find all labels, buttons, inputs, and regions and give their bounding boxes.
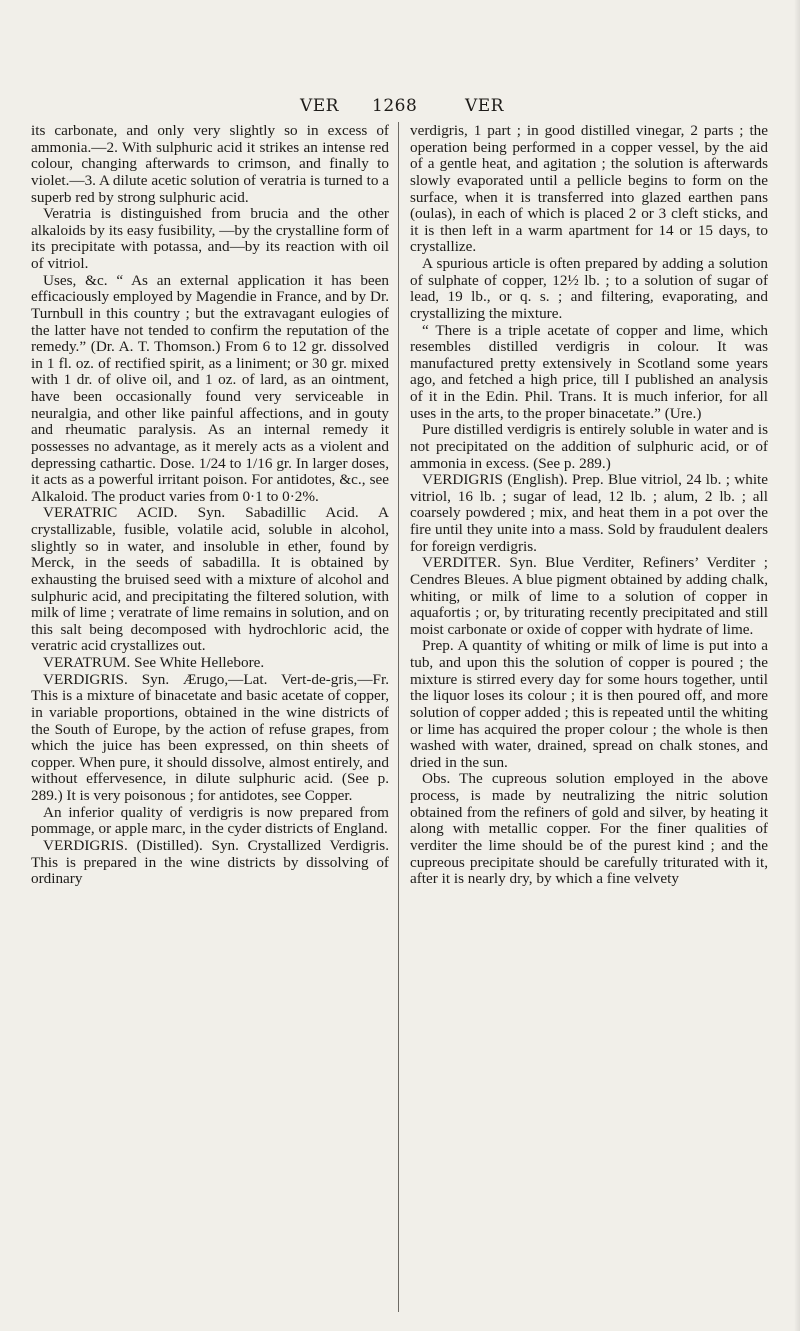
header-right-word: VER <box>465 96 504 116</box>
entry-verditer: VERDITER. Syn. Blue Verditer, Refiners’ Verditer ; Cendres Bleues. A blue pigment obtained by adding chalk, whiting, or milk of lime to a solution of copper in aquafortis ; or, by triturating recently precipitated and still moist carbonate or oxide of copper with hydrate of lime. <box>410 554 768 638</box>
paragraph: An inferior quality of verdigris is now prepared from pommage, or apple marc, in the cyder districts of England. <box>31 803 389 838</box>
entry-verdigris-distilled: VERDIGRIS. (Distilled). Syn. Crystallized Verdigris. This is prepared in the wine districts by dissolving of ordinary <box>31 836 389 888</box>
paragraph: Uses, &c. “ As an external application it has been efficaciously employed by Magendie in France, and by Dr. Turnbull in this country ; but the extravagant eulogies of the latter have not tended to confirm the reputation of the remedy.” (Dr. A. T. Thomson.) From 6 to 12 gr. dissolved in 1 fl. oz. of rectified spirit, as a liniment; or 30 gr. mixed with 1 dr. of olive oil, and 1 oz. of lard, as an ointment, have been occasionally found very serviceable in neuralgia, and other like painful affections, and in gouty and rheumatic paralysis. As an internal remedy it possesses no advantage, as it merely acts as a violent and depressing cathartic. Dose. 1/24 to 1/16 gr. In larger doses, it acts as a powerful irritant poison. For antidotes, &c., see Alkaloid. The product varies from 0·1 to 0·2%. <box>31 271 389 505</box>
left-column <box>31 123 389 1313</box>
paragraph: A spurious article is often prepared by adding a solution of sulphate of copper, 12½ lb. ; to a solution of sugar of lead, 19 lb., or q. s. ; and filtering, evaporating, and crystallizing the mixture. <box>410 255 768 322</box>
quotation: “ There is a triple acetate of copper and lime, which resembles distilled verdigris in colour. It was manufactured pretty extensively in Scotland some years ago, and fetched a high price, till I published an analysis of it in the Edin. Phil. Trans. It is much inferior, for all uses in the arts, to the proper binacetate.” (Ure.) <box>410 321 768 422</box>
page-edge <box>794 0 800 1331</box>
right-column <box>410 123 768 1313</box>
paragraph: Pure distilled verdigris is entirely soluble in water and is not precipitated on the addition of sulphuric acid, or of ammonia in excess. (See p. 289.) <box>410 421 768 472</box>
paragraph-prep: Prep. A quantity of whiting or milk of lime is put into a tub, and upon this the solution of copper is poured ; the mixture is stirred every day for some hours together, until the liquor loses its colour ; it is then poured off, and more solution of copper added ; this is repeated until the whiting or lime has acquired the proper colour ; the whole is then washed with water, drained, spread on chalk stones, and dried in the sun. <box>410 637 768 771</box>
entry-verdigris: VERDIGRIS. Syn. Ærugo,—Lat. Vert-de-gris,—Fr. This is a mixture of binacetate and basic acetate of copper, in variable proportions, obtained in the wine districts of the South of Europe, by the action of refuse grapes, from which the juice has been expressed, on thin sheets of copper. When pure, it should dissolve, almost entirely, and without effervesence, in dilute sulphuric acid. (See p. 289.) It is very poisonous ; for antidotes, see Copper. <box>31 670 389 804</box>
column-divider <box>398 122 399 1312</box>
paragraph-obs: Obs. The cupreous solution employed in the above process, is made by neutralizing the nitric solution obtained from the refiners of gold and silver, by heating it along with metallic copper. For the finer qualities of verditer the lime should be of the purest kind ; and the cupreous precipitate should be carefully triturated with it, after it is nearly dry, by which a fine velvety <box>410 770 768 888</box>
paragraph: verdigris, 1 part ; in good distilled vinegar, 2 parts ; the operation being performed in a copper vessel, by the aid of a gentle heat, and agitation ; the solution is afterwards slowly evaporated until a pellicle begins to form on the surface, when it is transferred into glazed earthen pans (oulas), in each of which is placed 2 or 3 cleft sticks, and it is then left in a warm apartment for 14 or 15 days, to crystallize. <box>410 123 768 256</box>
paragraph: Veratria is distinguished from brucia and the other alkaloids by its easy fusibility, —by the crystalline form of its precipitate with potassa, and—by its reaction with oil of vitriol. <box>31 205 389 272</box>
header-left-word: VER <box>300 96 339 116</box>
page-number: 1268 <box>372 96 418 116</box>
entry-verdigris-english: VERDIGRIS (English). Prep. Blue vitriol, 24 lb. ; white vitriol, 16 lb. ; sugar of lead, 12 lb. ; alum, 2 lb. ; all coarsely powdered ; mix, and heat them in a pot over the fire until they unite into a mass. Sold by fraudulent dealers for foreign verdigris. <box>410 471 768 555</box>
entry-veratrum: VERATRUM. See White Hellebore. <box>43 654 265 671</box>
running-header <box>0 96 800 120</box>
paragraph: its carbonate, and only very slightly so in excess of ammonia.—2. With sulphuric acid it strikes an intense red colour, changing afterwards to crimson, and finally to violet.—3. A dilute acetic solution of veratria is turned to a superb red by strong sulphuric acid. <box>31 123 389 206</box>
entry-veratric-acid: VERATRIC ACID. Syn. Sabadillic Acid. A crystallizable, fusible, volatile acid, soluble in alcohol, slightly so in water, and insoluble in ether, found by Merck, in the seeds of sabadilla. It is obtained by exhausting the bruised seed with a mixture of alcohol and sulphuric acid, and precipitating the filtered solution, with milk of lime ; veratrate of lime remains in solution, and on this salt being decomposed with hydrochloric acid, the veratric acid crystallizes out. <box>31 504 389 655</box>
